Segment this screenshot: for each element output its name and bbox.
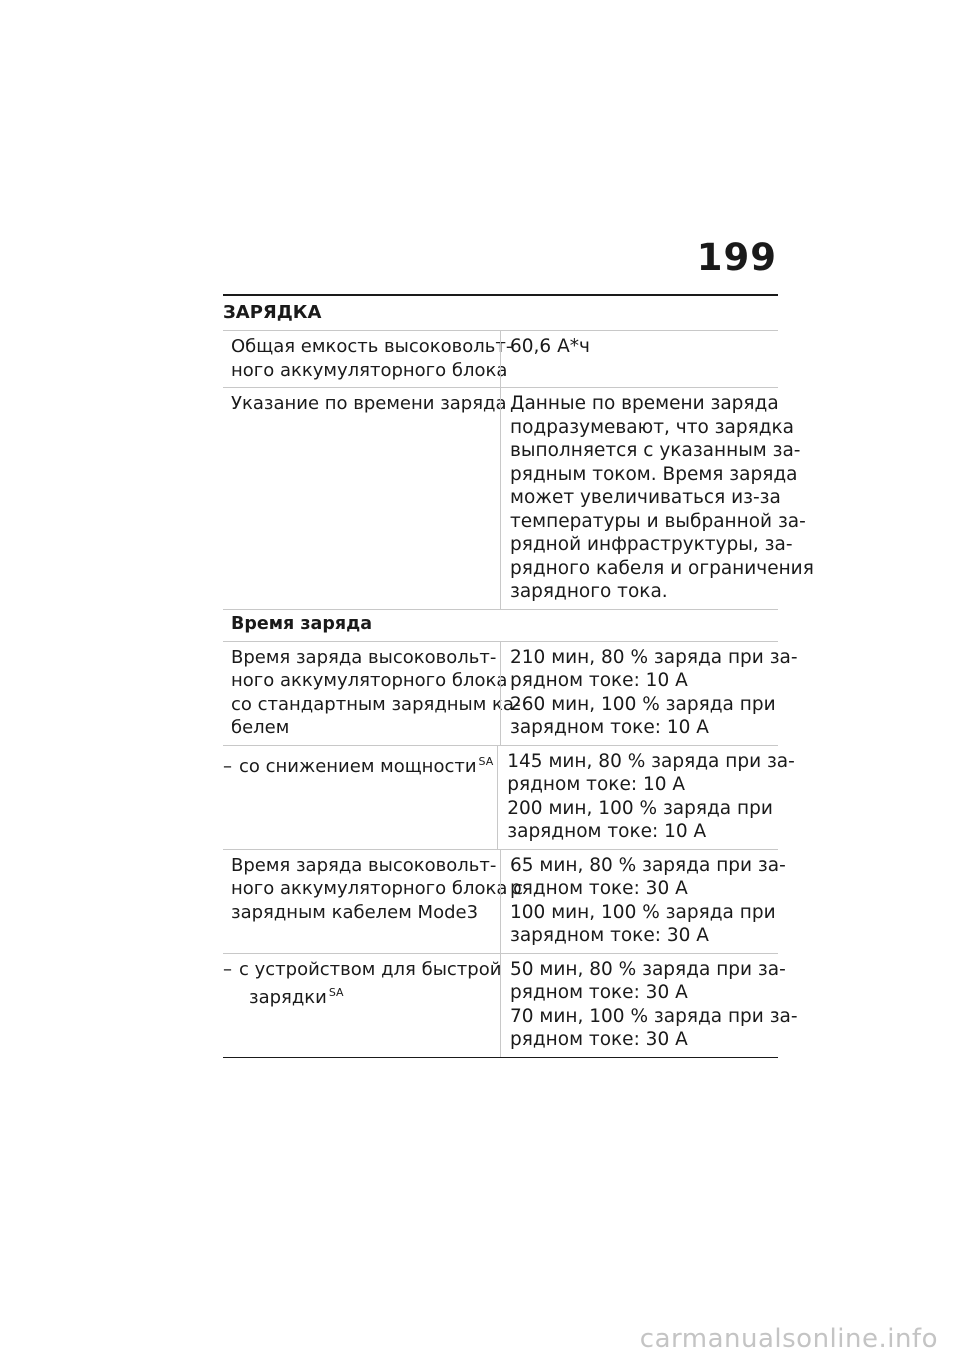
- table-row: [223, 388, 814, 610]
- row-label: – с устройством для быстрой зарядки $^{SA}$: [223, 958, 502, 1008]
- row-value: Данные по времени заряда подразумевают, что зарядка выполняется с указанным за- рядным током. Время заряда может увеличиваться из-за температуры и выбранной за- рядной инфраструктуры, за- рядного кабеля и ограничения зарядного тока.: [500, 388, 818, 609]
- table-row: [223, 746, 795, 850]
- row-label: – со снижением мощности $^{SA}$: [223, 754, 494, 777]
- watermark: carmanualsonline.info: [639, 1324, 938, 1354]
- row-label: Время заряда высоковольт- ного аккумуляторного блока с зарядным кабелем Mode3: [231, 854, 523, 923]
- dash-marker: –: [223, 755, 232, 777]
- sa-marker: SA: [328, 986, 344, 999]
- row-value: 50 мин, 80 % заряда при за- рядном токе: 30 А 70 мин, 100 % заряда при за- рядном токе: 30 А: [500, 954, 802, 1057]
- dash-marker: –: [223, 958, 232, 980]
- table-row: [223, 331, 778, 388]
- sa-marker: SA: [478, 754, 494, 768]
- page-number: 199: [696, 236, 777, 279]
- table-row: [223, 954, 798, 1058]
- table-row: [223, 642, 798, 746]
- row-value: 210 мин, 80 % заряда при за- рядном токе: 10 А 260 мин, 100 % заряда при зарядном токе: 10 А: [500, 642, 802, 745]
- spec-table-top: [223, 331, 814, 610]
- charging-section: [223, 294, 814, 1058]
- row-value: 60,6 А*ч: [500, 331, 778, 387]
- charge-time-table: [223, 642, 798, 1058]
- row-value: 65 мин, 80 % заряда при за- рядном токе: 30 А 100 мин, 100 % заряда при зарядном токе: 30 А: [500, 850, 790, 953]
- row-label: Указание по времени заряда: [231, 393, 507, 414]
- row-value: 145 мин, 80 % заряда при за- рядном токе: 10 А 200 мин, 100 % заряда при зарядном токе: 10 А: [497, 746, 799, 849]
- row-label: Общая емкость высоковольт- ного аккумуляторного блока: [231, 336, 513, 381]
- table-row: [223, 850, 786, 954]
- subsection-title: Время заряда: [223, 610, 778, 642]
- section-title: ЗАРЯДКА: [223, 296, 778, 331]
- row-label: Время заряда высоковольт- ного аккумуляторного блока со стандартным зарядным ка- белем: [231, 646, 521, 738]
